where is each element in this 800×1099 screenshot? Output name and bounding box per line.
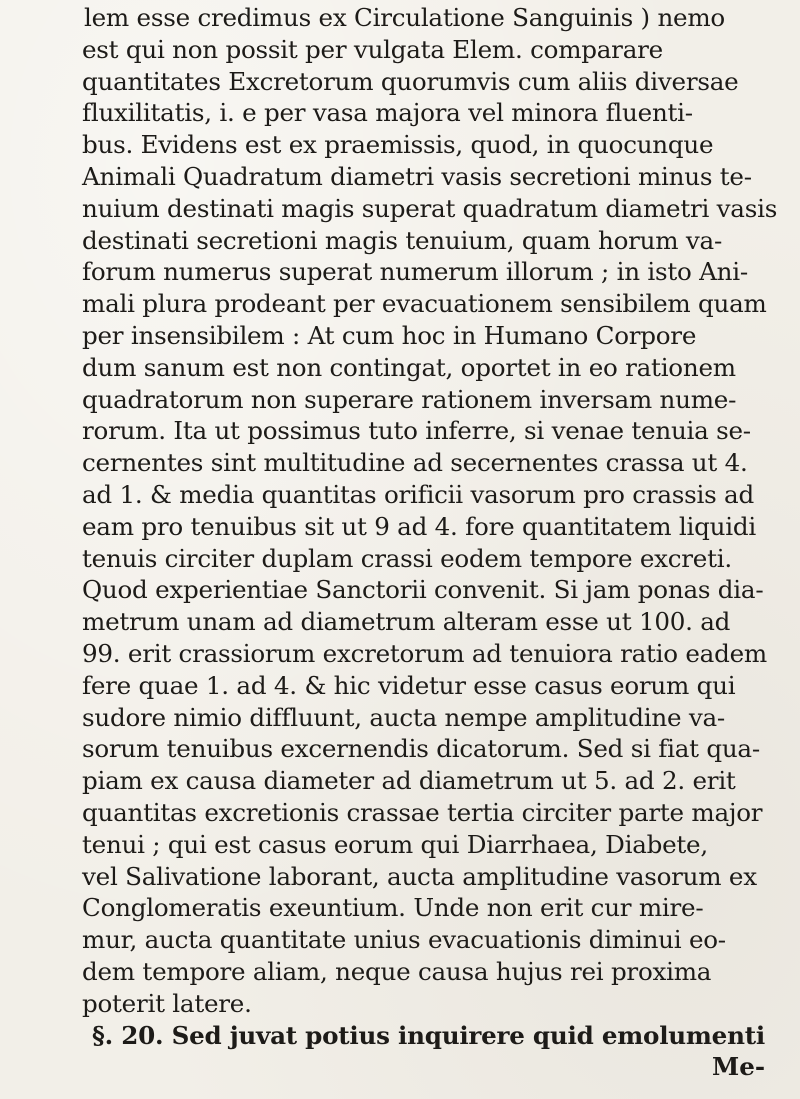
text-line: quadratorum non superare rationem inversam nume- bbox=[82, 384, 737, 414]
text-line: Quod experientiae Sanctorii convenit. Si jam ponas dia- bbox=[82, 575, 764, 605]
text-line: sorum tenuibus excernendis dicatorum. Sed si fiat qua- bbox=[82, 734, 760, 764]
text-line: vel Salivatione laborant, aucta amplitudine vasorum ex bbox=[82, 861, 757, 891]
text-line: rorum. Ita ut possimus tuto inferre, si venae tenuia se- bbox=[82, 416, 751, 446]
section-heading-line: §. 20. Sed juvat potius inquirere quid emolumenti bbox=[92, 1020, 765, 1050]
catchword-row bbox=[82, 1051, 800, 1083]
text-line: tenui ; qui est casus eorum qui Diarrhaea, Diabete, bbox=[82, 829, 708, 859]
text-line: cernentes sint multitudine ad secernentes crassa ut 4. bbox=[82, 448, 748, 478]
text-line: Animali Quadratum diametri vasis secretioni minus te- bbox=[82, 161, 752, 191]
text-line: sudore nimio diffluunt, aucta nempe amplitudine va- bbox=[82, 702, 725, 732]
text-line: fere quae 1. ad 4. & hic videtur esse casus eorum qui bbox=[82, 670, 736, 700]
text-line: quantitas excretionis crassae tertia circiter parte major bbox=[82, 797, 763, 827]
text-line: Conglomeratis exeuntium. Unde non erit cur mire- bbox=[82, 893, 704, 923]
text-line: lem esse credimus ex Circulatione Sanguinis ) nemo bbox=[84, 3, 725, 32]
text-line: quantitates Excretorum quorumvis cum aliis diversae bbox=[82, 66, 739, 96]
text-line: ad 1. & media quantitas orificii vasorum pro crassis ad bbox=[82, 479, 754, 509]
text-line: bus. Evidens est ex praemissis, quod, in quocunque bbox=[82, 130, 714, 160]
text-line: mali plura prodeant per evacuationem sensibilem quam bbox=[82, 289, 767, 319]
catchword: Me- bbox=[712, 1052, 766, 1082]
text-line: eam pro tenuibus sit ut 9 ad 4. fore quantitatem liquidi bbox=[82, 511, 756, 541]
text-line: dum sanum est non contingat, oportet in eo rationem bbox=[82, 352, 736, 382]
text-line: tenuis circiter duplam crassi eodem tempore excreti. bbox=[82, 543, 732, 573]
text-line: est qui non possit per vulgata Elem. comparare bbox=[82, 34, 663, 64]
text-line: dem tempore aliam, neque causa hujus rei proxima bbox=[82, 956, 712, 986]
text-line: forum numerus superat numerum illorum ; in isto Ani- bbox=[82, 257, 748, 287]
text-line: fluxilitatis, i. e per vasa majora vel minora fluenti- bbox=[82, 98, 693, 128]
text-line: mur, aucta quantitate unius evacuationis diminui eo- bbox=[82, 925, 726, 955]
text-line: metrum unam ad diametrum alteram esse ut 100. ad bbox=[82, 607, 731, 637]
text-line: poterit latere. bbox=[82, 988, 252, 1018]
text-line: per insensibilem : At cum hoc in Humano Corpore bbox=[82, 320, 697, 350]
text-line: destinati secretioni magis tenuium, quam horum va- bbox=[82, 225, 723, 255]
page-text bbox=[82, 2, 800, 1083]
text-line: 99. erit crassiorum excretorum ad tenuiora ratio eadem bbox=[82, 638, 767, 668]
text-line: piam ex causa diameter ad diametrum ut 5. ad 2. erit bbox=[82, 766, 736, 796]
text-line: nuium destinati magis superat quadratum diametri vasis bbox=[82, 193, 778, 223]
